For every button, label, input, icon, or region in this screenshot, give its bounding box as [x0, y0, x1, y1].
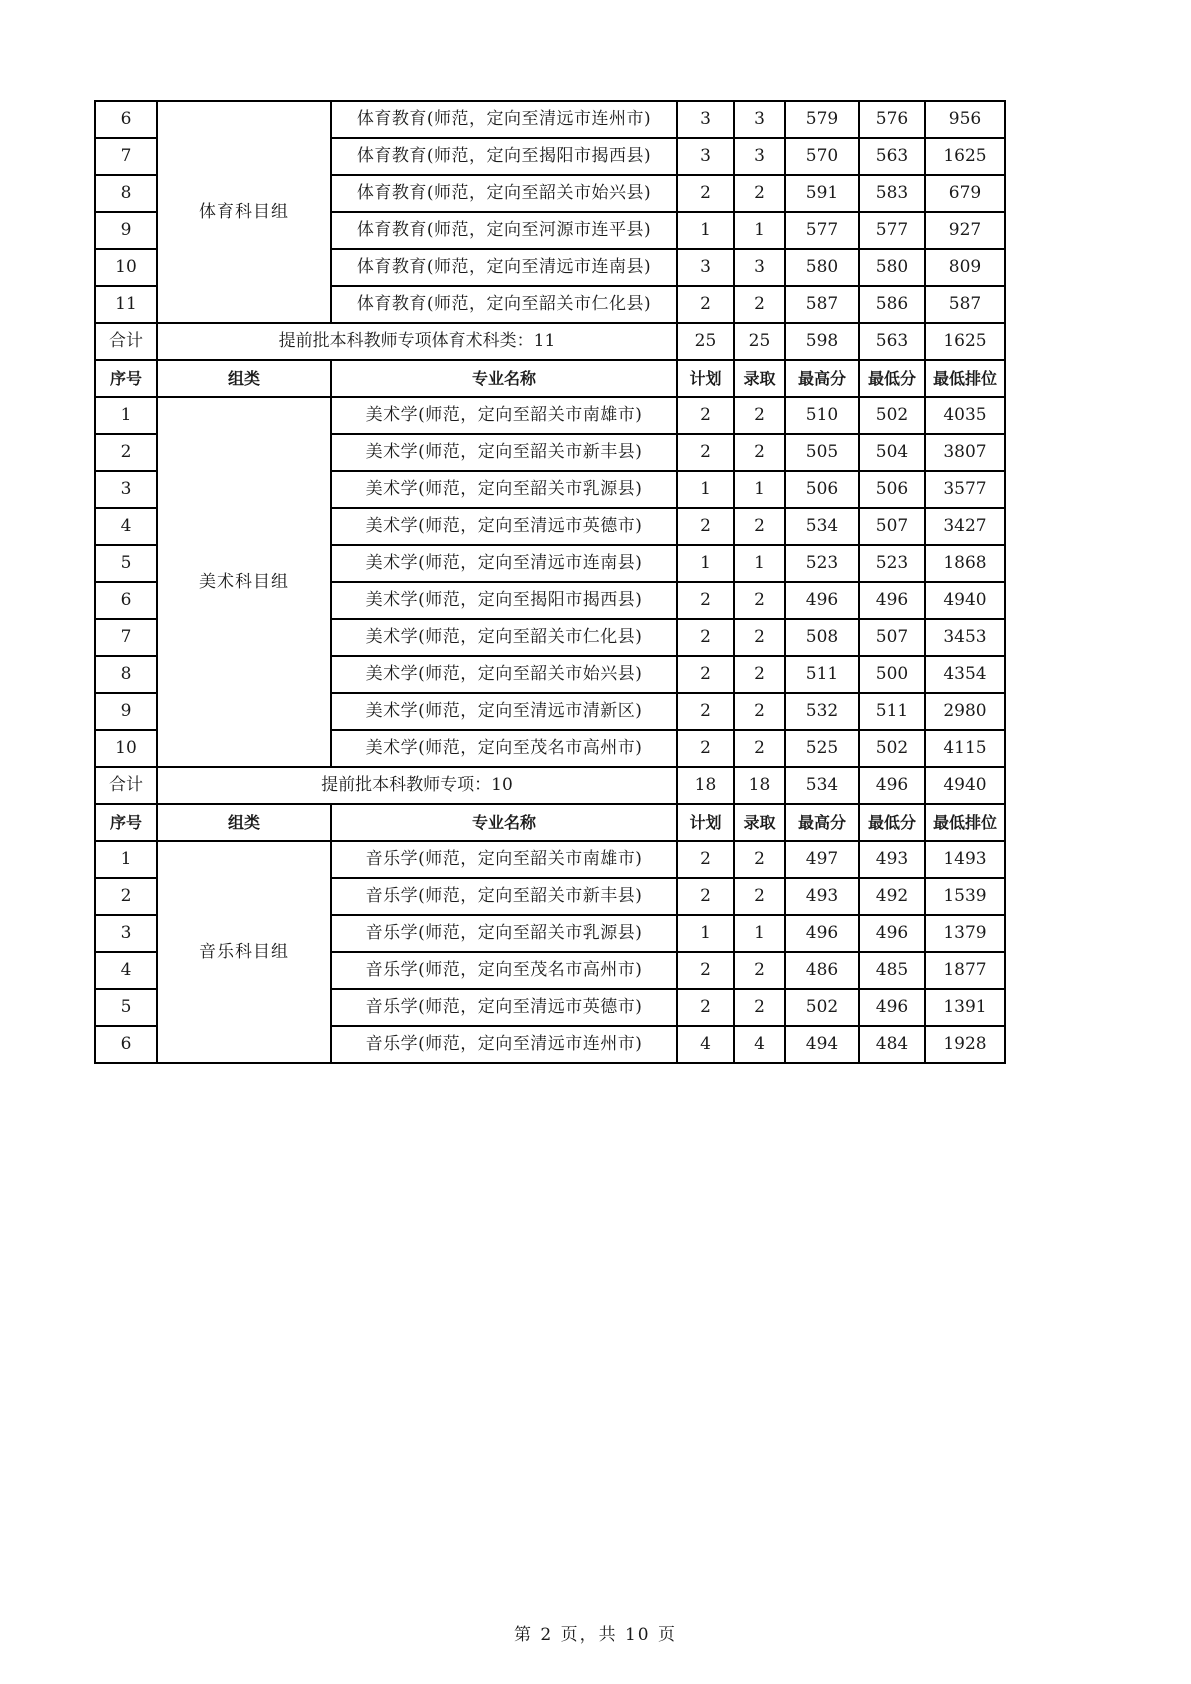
min-rank-cell: 1493: [925, 841, 1005, 878]
plan-cell: 2: [677, 989, 734, 1026]
plan-cell: 3: [677, 138, 734, 175]
major-cell: 音乐学(师范，定向至韶关市乳源县): [331, 915, 677, 952]
min-score-cell: 502: [859, 397, 925, 434]
admitted-cell: 2: [734, 582, 785, 619]
group-cell: 音乐科目组: [157, 841, 331, 1063]
min-rank-cell: 4940: [925, 767, 1005, 804]
admitted-cell: 2: [734, 841, 785, 878]
major-cell: 音乐学(师范，定向至韶关市南雄市): [331, 841, 677, 878]
min-rank-cell: 927: [925, 212, 1005, 249]
min-rank-cell: 4115: [925, 730, 1005, 767]
header-major: 专业名称: [331, 804, 677, 841]
major-cell: 美术学(师范，定向至韶关市乳源县): [331, 471, 677, 508]
header-admitted: 录取: [734, 360, 785, 397]
plan-cell: 1: [677, 545, 734, 582]
total-label: 合计: [95, 767, 157, 804]
min-score-cell: 485: [859, 952, 925, 989]
max-score-cell: 506: [785, 471, 859, 508]
plan-cell: 2: [677, 397, 734, 434]
min-rank-cell: 679: [925, 175, 1005, 212]
min-rank-cell: 1868: [925, 545, 1005, 582]
header-group: 组类: [157, 804, 331, 841]
min-rank-cell: 809: [925, 249, 1005, 286]
admitted-cell: 3: [734, 138, 785, 175]
max-score-cell: 523: [785, 545, 859, 582]
max-score-cell: 570: [785, 138, 859, 175]
plan-cell: 2: [677, 878, 734, 915]
max-score-cell: 493: [785, 878, 859, 915]
header-max-score: 最高分: [785, 360, 859, 397]
min-rank-cell: 4940: [925, 582, 1005, 619]
total-description: 提前批本科教师专项：10: [157, 767, 677, 804]
max-score-cell: 494: [785, 1026, 859, 1063]
seq-cell: 2: [95, 434, 157, 471]
admitted-cell: 25: [734, 323, 785, 360]
seq-cell: 5: [95, 545, 157, 582]
min-score-cell: 506: [859, 471, 925, 508]
max-score-cell: 502: [785, 989, 859, 1026]
major-cell: 音乐学(师范，定向至清远市连州市): [331, 1026, 677, 1063]
group-cell: 体育科目组: [157, 101, 331, 323]
min-score-cell: 563: [859, 138, 925, 175]
admission-score-table: [94, 100, 1006, 1064]
major-cell: 美术学(师范，定向至韶关市始兴县): [331, 656, 677, 693]
plan-cell: 3: [677, 249, 734, 286]
plan-cell: 1: [677, 471, 734, 508]
major-cell: 美术学(师范，定向至清远市连南县): [331, 545, 677, 582]
seq-cell: 5: [95, 989, 157, 1026]
max-score-cell: 580: [785, 249, 859, 286]
admitted-cell: 1: [734, 915, 785, 952]
seq-cell: 4: [95, 952, 157, 989]
admitted-cell: 18: [734, 767, 785, 804]
min-score-cell: 580: [859, 249, 925, 286]
plan-cell: 4: [677, 1026, 734, 1063]
major-cell: 美术学(师范，定向至清远市清新区): [331, 693, 677, 730]
major-cell: 体育教育(师范，定向至揭阳市揭西县): [331, 138, 677, 175]
table-row: [95, 397, 1005, 434]
plan-cell: 2: [677, 619, 734, 656]
min-score-cell: 507: [859, 619, 925, 656]
major-cell: 美术学(师范，定向至韶关市南雄市): [331, 397, 677, 434]
admitted-cell: 2: [734, 656, 785, 693]
group-cell: 美术科目组: [157, 397, 331, 767]
admitted-cell: 4: [734, 1026, 785, 1063]
min-rank-cell: 4035: [925, 397, 1005, 434]
min-score-cell: 583: [859, 175, 925, 212]
major-cell: 音乐学(师范，定向至茂名市高州市): [331, 952, 677, 989]
min-rank-cell: 1625: [925, 323, 1005, 360]
major-cell: 体育教育(师范，定向至韶关市始兴县): [331, 175, 677, 212]
max-score-cell: 511: [785, 656, 859, 693]
page-footer: 第 2 页，共 10 页: [513, 1625, 678, 1645]
plan-cell: 2: [677, 730, 734, 767]
major-cell: 美术学(师范，定向至茂名市高州市): [331, 730, 677, 767]
plan-cell: 2: [677, 841, 734, 878]
header-min-rank: 最低排位: [925, 360, 1005, 397]
min-score-cell: 511: [859, 693, 925, 730]
admitted-cell: 2: [734, 878, 785, 915]
header-min-score: 最低分: [859, 804, 925, 841]
header-plan: 计划: [677, 360, 734, 397]
seq-cell: 7: [95, 138, 157, 175]
plan-cell: 2: [677, 434, 734, 471]
max-score-cell: 508: [785, 619, 859, 656]
seq-cell: 3: [95, 471, 157, 508]
header-min-score: 最低分: [859, 360, 925, 397]
major-cell: 音乐学(师范，定向至韶关市新丰县): [331, 878, 677, 915]
max-score-cell: 497: [785, 841, 859, 878]
total-row: [95, 323, 1005, 360]
admitted-cell: 3: [734, 249, 785, 286]
max-score-cell: 587: [785, 286, 859, 323]
major-cell: 体育教育(师范，定向至清远市连南县): [331, 249, 677, 286]
min-rank-cell: 3453: [925, 619, 1005, 656]
major-cell: 体育教育(师范，定向至清远市连州市): [331, 101, 677, 138]
admitted-cell: 1: [734, 545, 785, 582]
seq-cell: 10: [95, 249, 157, 286]
table-row: [95, 101, 1005, 138]
max-score-cell: 532: [785, 693, 859, 730]
seq-cell: 2: [95, 878, 157, 915]
min-score-cell: 484: [859, 1026, 925, 1063]
admitted-cell: 2: [734, 175, 785, 212]
total-label: 合计: [95, 323, 157, 360]
seq-cell: 11: [95, 286, 157, 323]
min-score-cell: 496: [859, 767, 925, 804]
min-rank-cell: 1379: [925, 915, 1005, 952]
plan-cell: 1: [677, 915, 734, 952]
max-score-cell: 525: [785, 730, 859, 767]
seq-cell: 9: [95, 212, 157, 249]
min-rank-cell: 3577: [925, 471, 1005, 508]
plan-cell: 25: [677, 323, 734, 360]
min-score-cell: 576: [859, 101, 925, 138]
table-row: [95, 841, 1005, 878]
seq-cell: 6: [95, 582, 157, 619]
min-score-cell: 577: [859, 212, 925, 249]
min-score-cell: 504: [859, 434, 925, 471]
plan-cell: 2: [677, 693, 734, 730]
max-score-cell: 591: [785, 175, 859, 212]
min-rank-cell: 3427: [925, 508, 1005, 545]
max-score-cell: 598: [785, 323, 859, 360]
min-score-cell: 502: [859, 730, 925, 767]
admitted-cell: 2: [734, 619, 785, 656]
min-rank-cell: 4354: [925, 656, 1005, 693]
plan-cell: 1: [677, 212, 734, 249]
min-score-cell: 496: [859, 582, 925, 619]
major-cell: 美术学(师范，定向至清远市英德市): [331, 508, 677, 545]
max-score-cell: 534: [785, 767, 859, 804]
seq-cell: 1: [95, 841, 157, 878]
plan-cell: 2: [677, 175, 734, 212]
min-score-cell: 586: [859, 286, 925, 323]
max-score-cell: 496: [785, 915, 859, 952]
table-header-row: [95, 804, 1005, 841]
seq-cell: 8: [95, 175, 157, 212]
seq-cell: 3: [95, 915, 157, 952]
min-rank-cell: 1391: [925, 989, 1005, 1026]
admitted-cell: 2: [734, 508, 785, 545]
seq-cell: 9: [95, 693, 157, 730]
major-cell: 美术学(师范，定向至韶关市新丰县): [331, 434, 677, 471]
min-rank-cell: 1625: [925, 138, 1005, 175]
admitted-cell: 2: [734, 286, 785, 323]
header-seq: 序号: [95, 804, 157, 841]
plan-cell: 2: [677, 286, 734, 323]
min-score-cell: 523: [859, 545, 925, 582]
admitted-cell: 2: [734, 989, 785, 1026]
plan-cell: 2: [677, 508, 734, 545]
header-group: 组类: [157, 360, 331, 397]
min-rank-cell: 1877: [925, 952, 1005, 989]
header-admitted: 录取: [734, 804, 785, 841]
header-plan: 计划: [677, 804, 734, 841]
seq-cell: 8: [95, 656, 157, 693]
min-rank-cell: 3807: [925, 434, 1005, 471]
max-score-cell: 577: [785, 212, 859, 249]
min-rank-cell: 587: [925, 286, 1005, 323]
min-score-cell: 496: [859, 915, 925, 952]
admitted-cell: 2: [734, 730, 785, 767]
table-header-row: [95, 360, 1005, 397]
max-score-cell: 505: [785, 434, 859, 471]
max-score-cell: 510: [785, 397, 859, 434]
max-score-cell: 496: [785, 582, 859, 619]
major-cell: 音乐学(师范，定向至清远市英德市): [331, 989, 677, 1026]
major-cell: 体育教育(师范，定向至韶关市仁化县): [331, 286, 677, 323]
min-rank-cell: 1539: [925, 878, 1005, 915]
total-row: [95, 767, 1005, 804]
plan-cell: 2: [677, 582, 734, 619]
major-cell: 美术学(师范，定向至揭阳市揭西县): [331, 582, 677, 619]
min-rank-cell: 2980: [925, 693, 1005, 730]
min-rank-cell: 956: [925, 101, 1005, 138]
admitted-cell: 2: [734, 397, 785, 434]
seq-cell: 6: [95, 101, 157, 138]
admitted-cell: 2: [734, 434, 785, 471]
seq-cell: 1: [95, 397, 157, 434]
seq-cell: 4: [95, 508, 157, 545]
min-score-cell: 563: [859, 323, 925, 360]
plan-cell: 18: [677, 767, 734, 804]
min-score-cell: 496: [859, 989, 925, 1026]
header-max-score: 最高分: [785, 804, 859, 841]
plan-cell: 2: [677, 952, 734, 989]
header-seq: 序号: [95, 360, 157, 397]
major-cell: 美术学(师范，定向至韶关市仁化县): [331, 619, 677, 656]
max-score-cell: 486: [785, 952, 859, 989]
seq-cell: 6: [95, 1026, 157, 1063]
header-major: 专业名称: [331, 360, 677, 397]
admitted-cell: 1: [734, 212, 785, 249]
min-rank-cell: 1928: [925, 1026, 1005, 1063]
min-score-cell: 492: [859, 878, 925, 915]
major-cell: 体育教育(师范，定向至河源市连平县): [331, 212, 677, 249]
admitted-cell: 3: [734, 101, 785, 138]
min-score-cell: 500: [859, 656, 925, 693]
plan-cell: 3: [677, 101, 734, 138]
plan-cell: 2: [677, 656, 734, 693]
admitted-cell: 1: [734, 471, 785, 508]
max-score-cell: 534: [785, 508, 859, 545]
seq-cell: 10: [95, 730, 157, 767]
total-description: 提前批本科教师专项体育术科类：11: [157, 323, 677, 360]
header-min-rank: 最低排位: [925, 804, 1005, 841]
min-score-cell: 493: [859, 841, 925, 878]
max-score-cell: 579: [785, 101, 859, 138]
min-score-cell: 507: [859, 508, 925, 545]
admitted-cell: 2: [734, 693, 785, 730]
seq-cell: 7: [95, 619, 157, 656]
admitted-cell: 2: [734, 952, 785, 989]
